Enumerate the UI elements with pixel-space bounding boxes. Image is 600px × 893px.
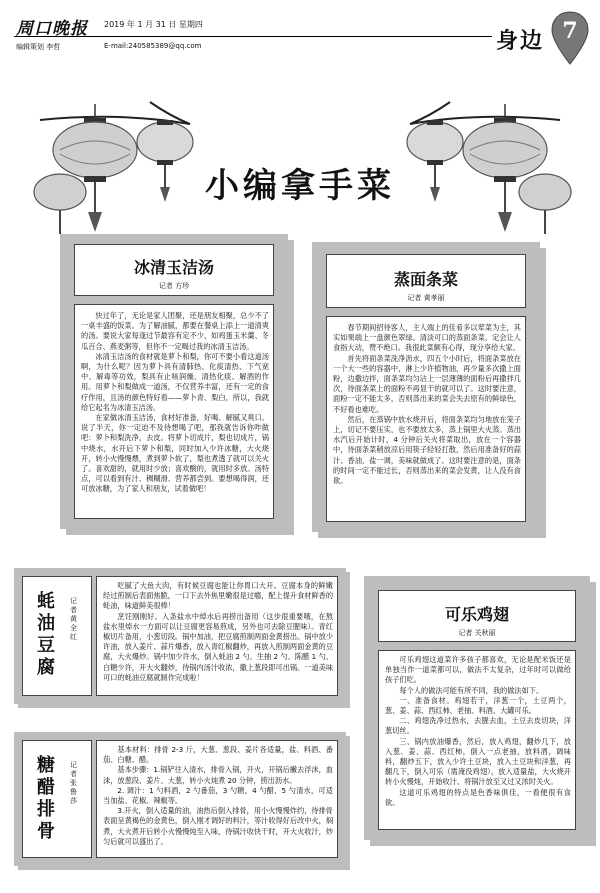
lantern-right-3-icon <box>519 174 571 234</box>
editor-credit: 编辑策划 李哲 <box>16 43 61 51</box>
masthead <box>10 8 590 72</box>
paper-name: 周口晚报 <box>16 19 88 39</box>
article-5-titlebox <box>22 740 92 858</box>
article-3-title: 蚝油豆腐 <box>37 591 55 678</box>
article-2-byline: 记者 黄孝丽 <box>407 294 445 302</box>
article-2-body <box>333 323 521 486</box>
article-5-title: 糖醋排骨 <box>37 755 55 842</box>
article-5-paragraph: 2. 调汁：1 勺料酒，2 勺番茄，3 勺糖，4 勺醋，5 勺清水，可适当加盐、花椒、辣椒等。 <box>103 785 333 806</box>
article-3-body <box>103 581 333 683</box>
article-3-titlebox <box>22 576 92 696</box>
article-1-title: 冰清玉洁汤 <box>133 258 214 277</box>
issue-date: 2019 年 1 月 31 日 星期四 <box>104 20 203 29</box>
article-1-byline: 记者 方珍 <box>158 282 190 290</box>
article-4-body-box <box>378 650 576 830</box>
article-4-paragraph: 这道可乐鸡翅的特点是色香味俱佳，一看便很有食欲。 <box>385 787 571 807</box>
article-2-titlebox <box>326 254 526 308</box>
article-2-title: 蒸面条菜 <box>393 270 458 289</box>
article-1-body <box>81 311 269 495</box>
lantern-decoration <box>0 72 600 242</box>
article-1-paragraph: 快过年了，无论是家人团聚，还是朋友相聚，总少不了一桌丰盛的饭菜。为了解油腻，都要在餐桌上添上一道清爽的汤。要说大家每逢过节最容有定不少，如鸡蛋玉米羹、冬瓜百合、燕麦粥等，但你不一定喝过我的冰清玉洁汤。 <box>81 311 269 351</box>
article-5-paragraph: 基本步骤：1.锅铲往入清水，排骨入锅，开火，开锅后撇去浮沫，血沫，放葱段、姜片、大葱，转小火炖煮 20 分钟，捞出沥水。 <box>103 765 333 785</box>
article-2-paragraph: 首先将面条菜洗净沥水，四五个小时后，将面条菜放在一个大一些的容器中，淋上少许植物油，再少量多次撒上面粉，边撒边拌，面条菜均匀沾上一层薄薄的面粉后再撒拌几次，待面条菜上的面粉不再显干的就可以了。这时要注意，面粉一定不能太多，否则蒸出来的菜会失去原有的鲜绿色，不好看也难吃。 <box>333 353 521 414</box>
article-3-body-box <box>96 576 338 696</box>
page-number: 7 <box>562 18 578 44</box>
article-4-frame <box>364 576 590 840</box>
article-3-frame <box>14 568 346 704</box>
article-5-byline: 记者 张鲁莎 <box>70 761 77 805</box>
article-3-byline: 记者 黄全红 <box>70 597 77 641</box>
article-1-titlebox <box>74 244 274 296</box>
article-5-body-box <box>96 740 338 858</box>
article-4-body <box>385 655 571 808</box>
article-1-body-box <box>74 304 274 519</box>
article-4-paragraph: 可乐鸡翅这道菜许多孩子都喜欢，无论是配米饭还是单独当作一道菜都可以，做法不太复杂，过年时可以做给孩子们吃。 <box>385 655 571 685</box>
article-2-paragraph: 然后，在蒸锅中放水烧开后，将面条菜均匀地放在笼子上，切记不要压实，也不要放太多，蒸上锅里大火蒸。蒸出水汽后开始计时，4 分钟后关火将菜取出，放在一个容器中，待面条菜稍放凉后用筷子轻轻打散，然后用准备好的蒜汁、香油、盐一调，美味就做成了。这时要注意的是，面条的时间一定不能过长，否则蒸出来的菜会发黄，让人没有食欲。 <box>333 414 521 486</box>
article-5-paragraph: 3.开火，倒入适量的油，油热后倒入排骨，用小火慢慢炸约，待排骨表面呈黄褐色的金黄色，倒入刚才调好的料汁，等汁收得好后改中火，焖煮，大火煮开后转小火慢慢炖至入味，待锅汁收快干时，开大火收汁，炒匀后就可以盛出了。 <box>103 806 334 846</box>
article-1-frame <box>60 234 288 529</box>
article-2-frame <box>312 242 540 532</box>
lantern-right-icon <box>463 104 547 232</box>
article-2-paragraph: 春节期间招待客人，主人端上的佳肴多以荤菜为主，其实如果端上一盘颜色翠绿、清淡可口的蒸面条菜，定会让人食指大动，赞不绝口。我很此菜颇有心得，现分享给大家。 <box>333 323 521 353</box>
article-4-paragraph: 每个人的做法可能有所不同，我的做法如下。 <box>399 685 544 695</box>
article-4-paragraph: 一、准备食材。鸡翅若干，洋葱一个，土豆两个，葱、姜、蒜、西红柿、老抽、料酒、大罐可乐。 <box>385 695 571 716</box>
editor-email: E-mail:240585389@qq.com <box>104 42 202 50</box>
article-2-body-box <box>326 316 526 522</box>
page-main-title: 小编拿手菜 <box>205 166 395 206</box>
lantern-left-icon <box>53 104 137 232</box>
article-5-paragraph: 基本材料：排骨 2-3 斤，大葱、葱段、姜片各适量，盐、料酒、番茄、白糖、醋。 <box>103 745 333 765</box>
article-4-paragraph: 二、鸡翅洗净过热水，去腥去血，土豆去皮切块，洋葱切丝。 <box>385 716 571 736</box>
article-4-title: 可乐鸡翅 <box>444 605 509 624</box>
article-1-paragraph: 在家做冰清玉洁汤，食材好准备，好喝、解腻又爽口。说了半天，你一定迫不及待想喝了吧，那我就告诉你咋做吧：萝卜和梨洗净，去皮。将萝卜切成片，梨也切成片，锅中烧水，水开后下萝卜和梨，同时加入少许冰糖，大火烧开，转小火慢慢煨，煮到萝卜软了，梨也煮透了就可以关火了。喜欢甜的，就用时少放；喜欢酸的，就用时多放。汤特点，可以看到有汁、稠糊滑、营养都尝到。要想喝得润，还可放冰糖，为了家人和朋友，试着做吧！ <box>81 413 269 494</box>
article-4-titlebox <box>378 590 576 642</box>
article-5-frame <box>14 732 346 866</box>
article-1-paragraph: 冰清玉洁汤的食材就是萝卜和梨，你可不要小看这道汤啊，为什么呢？因为萝卜具有清肺热、化痰清热、下气宽中、解毒等功效，梨具有止咳润燥、清热化痰、解酒的作用。用萝卜和梨做成一道汤，不仅营养丰富，还有一定的食疗作用，且汤的颜色特好看——萝卜青、梨白，所以，我就给它起名为冰清玉洁汤。 <box>81 351 269 412</box>
article-3-paragraph: 吃腻了大鱼大肉，有时候豆腐也能让你胃口大开。豆腐本身的鲜嫩经过煎制后表面焦脆，一口下去外焦里嫩很是过瘾，配上提升食材鲜香的蚝油，味道鲜美很棒！ <box>103 581 334 611</box>
masthead-rule <box>14 36 492 37</box>
lantern-left-3-icon <box>34 174 86 234</box>
lantern-right-2-icon <box>407 120 463 202</box>
article-5-body <box>103 745 333 847</box>
article-3-paragraph: 烹饪刚刚好。入条盐水中焯水后再捞出备用（这步很重要哦，在熬盐水里焯水一方面可以让豆腐更容易煎成，另外也可去除豆腥味）。青红椒切片备用，小葱切段。锅中加油，把豆腐煎制两面金黄捞出。锅中放少许油，放入姜片、蒜片爆香，放入青红椒翻炒，再放入煎制两面金黄的豆腐，大火爆炒。锅中加少许水，倒入蚝油 2 勺、生抽 2 勺、陈醋 1 勺、白糖少许，开大火翻炒，待锅内汤汁收浓，撒上葱段即可出锅。一道美味可口的蚝油豆腐就制作完成啦！ <box>103 611 334 682</box>
article-4-byline: 记者 关秋丽 <box>458 629 496 637</box>
article-4-paragraph: 三、锅内放油爆香，然后，放入鸡翅，翻炒几下，放入葱、姜、蒜、西红柿，倒入一点老抽，放料酒，调味料，翻炒五下，放入少许土豆块，放入土豆块和洋葱，再翻几下，倒入可乐（需淹没鸡翅），放入适量盐，大火烧开转小火慢炖，开始收汁。将锅汁放至又过又浓时关火。 <box>385 736 571 787</box>
section-name: 身边 <box>496 28 545 54</box>
lantern-left-2-icon <box>137 120 193 202</box>
